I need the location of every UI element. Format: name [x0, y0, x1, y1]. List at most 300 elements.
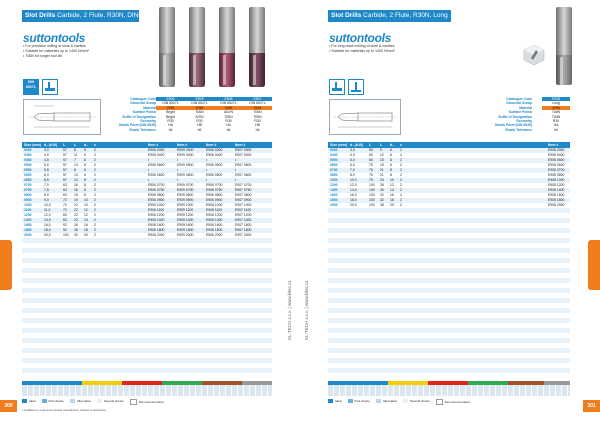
- table-cell: 4,5: [44, 158, 49, 162]
- table-cell: E906 1000: [148, 203, 165, 207]
- table-cell: E906 0750: [206, 188, 223, 192]
- table-cell: 0300: [330, 148, 338, 152]
- table-cell: 10,0: [44, 203, 51, 207]
- table-cell: 0750: [24, 188, 32, 192]
- table-cell: E907 0400: [235, 153, 252, 157]
- table-cell: E909 1800: [177, 228, 194, 232]
- left-feature-list: [23, 44, 89, 59]
- table-cell: 92: [63, 228, 67, 232]
- right-orange-tab: [588, 240, 600, 290]
- table-cell: 0500: [24, 163, 32, 167]
- table-cell: 14,0: [350, 188, 357, 192]
- table-cell: 4,0: [350, 153, 355, 157]
- table-cell: 2: [94, 168, 96, 172]
- right-side-text: KL-TECH s.r.o. | www.kltec.cz: [304, 280, 309, 340]
- table-cell: E907 0800: [235, 193, 252, 197]
- table-cell: 7,5: [44, 188, 49, 192]
- table-cell: E907 1200: [235, 213, 252, 217]
- table-cell: 8: [74, 168, 76, 172]
- table-cell: 6: [390, 158, 392, 162]
- table-cell: 10,0: [350, 178, 357, 182]
- tool-dimension-drawing: [329, 99, 401, 135]
- table-cell: 4,0: [44, 153, 49, 157]
- table-cell: 16: [390, 193, 394, 197]
- table-cell: 72: [63, 208, 67, 212]
- left-header: Slot Drills Carbide, 2 Flute, R30N, DIN6527L: [22, 10, 139, 22]
- table-cell: E906 0600: [148, 173, 165, 177]
- left-page-number: 300: [0, 400, 17, 412]
- table-cell: 57: [63, 163, 67, 167]
- table-cell: E909 1400: [177, 218, 194, 222]
- table-cell: •: [206, 178, 208, 182]
- table-cell: 2: [94, 203, 96, 207]
- table-cell: 0400: [24, 153, 32, 157]
- table-cell: E909 1600: [177, 223, 194, 227]
- right-table-header: Size (mm) d₁ (h10) l₁ l₂ d₂ z Item #: [328, 142, 570, 148]
- table-cell: E906 0500: [206, 163, 223, 167]
- table-cell: E906 1400: [148, 218, 165, 222]
- spec-labels: Catalogue Code Discontd Group Material Surface Finish Suffix in Designation Geometry Shank Form (DIN 6535) Shank Tolerance: [118, 97, 156, 132]
- tool-tip-closeup-image: [522, 44, 546, 66]
- table-cell: 2: [400, 148, 402, 152]
- table-cell: 1800: [24, 228, 32, 232]
- table-cell: 15: [380, 163, 384, 167]
- table-cell: 0500: [330, 158, 338, 162]
- table-cell: 6: [84, 173, 86, 177]
- table-cell: •: [235, 178, 237, 182]
- table-cell: E908 1400: [548, 188, 565, 192]
- table-cell: 0800: [24, 193, 32, 197]
- table-cell: 16: [74, 188, 78, 192]
- table-cell: 12: [380, 153, 384, 157]
- table-cell: 12: [390, 183, 394, 187]
- table-cell: 0400: [330, 153, 338, 157]
- table-cell: 38: [380, 203, 384, 207]
- table-cell: E906 1200: [148, 213, 165, 217]
- table-cell: E906 1400: [206, 218, 223, 222]
- table-cell: 0600: [24, 173, 32, 177]
- empty-row: [328, 373, 570, 378]
- table-cell: 0600: [330, 163, 338, 167]
- table-cell: E906 1600: [206, 223, 223, 227]
- table-cell: 2: [94, 208, 96, 212]
- table-cell: 14: [74, 178, 78, 182]
- left-material-chart: [22, 381, 272, 396]
- table-cell: 12: [84, 208, 88, 212]
- table-cell: E908 0800: [548, 173, 565, 177]
- table-cell: 57: [63, 173, 67, 177]
- table-cell: 16,0: [350, 193, 357, 197]
- table-cell: 2: [94, 178, 96, 182]
- table-cell: 0800: [330, 173, 338, 177]
- table-cell: 1200: [330, 183, 338, 187]
- table-cell: 1200: [24, 213, 32, 217]
- table-cell: 13: [74, 173, 78, 177]
- bullet: • Suitable for materials up to 1400 N/mm²: [329, 49, 395, 53]
- table-cell: 24: [380, 178, 384, 182]
- table-cell: 0700: [330, 168, 338, 172]
- table-cell: 18,0: [44, 228, 51, 232]
- table-cell: 14: [390, 188, 394, 192]
- table-cell: 32: [74, 233, 78, 237]
- table-cell: 2000: [24, 233, 32, 237]
- table-cell: E909 0900: [177, 198, 194, 202]
- table-cell: E908 1600: [548, 193, 565, 197]
- table-cell: E906 1100: [206, 208, 223, 212]
- table-cell: E906 0900: [206, 198, 223, 202]
- table-cell: 72: [63, 203, 67, 207]
- table-cell: E908 0400: [548, 153, 565, 157]
- right-page-number: 301: [583, 400, 600, 412]
- table-cell: E906 0800: [148, 193, 165, 197]
- table-cell: 0450: [24, 158, 32, 162]
- table-cell: E906 0400: [148, 153, 165, 157]
- table-cell: 2: [400, 188, 402, 192]
- table-cell: 15: [380, 158, 384, 162]
- table-cell: 2: [94, 163, 96, 167]
- left-legend: Ideal First choice Alternative Second choice Not recommended: [22, 399, 163, 405]
- table-cell: 2: [94, 188, 96, 192]
- tool-image-tisin: [249, 7, 265, 87]
- table-cell: E906 0400: [206, 153, 223, 157]
- bullet: • For long reach milling of slots & cavities: [329, 44, 395, 48]
- table-cell: 11,0: [44, 208, 51, 212]
- table-cell: 0700: [24, 183, 32, 187]
- tool-dimension-drawing: [23, 99, 101, 135]
- table-cell: 2: [94, 158, 96, 162]
- table-cell: 6,0: [350, 163, 355, 167]
- table-cell: 0650: [24, 178, 32, 182]
- table-cell: 2: [400, 193, 402, 197]
- table-cell: 63: [63, 193, 67, 197]
- table-cell: 100: [369, 183, 375, 187]
- table-cell: E907 1600: [235, 223, 252, 227]
- tool-image-bright: [159, 7, 175, 87]
- table-cell: 100: [369, 193, 375, 197]
- table-cell: 3,0: [350, 148, 355, 152]
- table-cell: 2: [400, 178, 402, 182]
- table-cell: 1100: [24, 208, 32, 212]
- table-cell: E907 0300: [235, 148, 252, 152]
- table-cell: 6: [84, 163, 86, 167]
- table-cell: 32: [380, 198, 384, 202]
- table-cell: 10: [84, 198, 88, 202]
- table-cell: 12,0: [44, 213, 51, 217]
- table-cell: E909 0400: [177, 153, 194, 157]
- tool-image-tialn: [189, 7, 205, 87]
- slot-milling-icon: [42, 79, 58, 95]
- right-material-chart: [328, 381, 570, 396]
- table-cell: •: [235, 168, 237, 172]
- table-cell: 50: [369, 148, 373, 152]
- table-cell: 6: [84, 153, 86, 157]
- table-cell: 21: [380, 168, 384, 172]
- table-cell: 6,5: [44, 178, 49, 182]
- table-cell: 92: [63, 223, 67, 227]
- table-cell: •: [206, 168, 208, 172]
- table-cell: E906 0600: [206, 173, 223, 177]
- table-cell: •: [177, 178, 179, 182]
- table-cell: 22: [74, 208, 78, 212]
- table-cell: E906 2000: [148, 233, 165, 237]
- table-cell: 2: [94, 148, 96, 152]
- table-cell: E906 0700: [148, 183, 165, 187]
- left-side-text: KL-TECH s.r.o. | www.kltec.cz: [287, 280, 292, 340]
- table-cell: 6: [84, 148, 86, 152]
- table-cell: 83: [63, 218, 67, 222]
- table-cell: 57: [63, 168, 67, 172]
- table-cell: •: [206, 158, 208, 162]
- table-cell: 7,0: [350, 168, 355, 172]
- table-cell: 20: [390, 203, 394, 207]
- table-cell: E908 1000: [548, 178, 565, 182]
- table-cell: E907 0900: [235, 198, 252, 202]
- table-cell: 0300: [24, 148, 32, 152]
- table-cell: 57: [63, 148, 67, 152]
- table-cell: 6: [84, 158, 86, 162]
- table-cell: 26: [74, 223, 78, 227]
- table-cell: 75: [369, 173, 373, 177]
- table-cell: 2: [94, 233, 96, 237]
- table-cell: •: [148, 178, 150, 182]
- table-cell: E908 1800: [548, 198, 565, 202]
- table-cell: 57: [63, 158, 67, 162]
- table-cell: 2: [94, 153, 96, 157]
- table-cell: 57: [63, 178, 67, 182]
- bullet: • TiAlN for longer tool life: [23, 54, 63, 58]
- table-cell: 1600: [24, 223, 32, 227]
- table-cell: 21: [380, 173, 384, 177]
- table-cell: E907 1000: [235, 203, 252, 207]
- right-table-body: [328, 148, 570, 380]
- table-cell: E907 0500: [235, 163, 252, 167]
- table-cell: 2: [94, 228, 96, 232]
- table-cell: 18,0: [350, 198, 357, 202]
- table-cell: 7,0: [44, 183, 49, 187]
- table-cell: E909 0700: [177, 183, 194, 187]
- table-cell: 5,0: [350, 158, 355, 162]
- table-cell: •: [148, 168, 150, 172]
- table-cell: E906 0300: [206, 148, 223, 152]
- left-spec-block: [100, 97, 272, 137]
- table-cell: E906 0900: [148, 198, 165, 202]
- table-cell: E906 1100: [148, 208, 165, 212]
- table-cell: 22: [74, 203, 78, 207]
- table-cell: 6,0: [44, 173, 49, 177]
- table-cell: 22: [74, 213, 78, 217]
- spec-values: E906 DIN 6527L VHM Bright Bright R30 HA h6 E909 DIN 6527L VHM TiAlN AlTiN R30 HB h6 E906 DIN 6527L VHM AlCrN TiSiN R30 HA h6 E907 DIN 6527L VHM TiSiN TiSiN R30 HB h6: [162, 97, 266, 132]
- table-cell: E907 1800: [235, 228, 252, 232]
- table-cell: E907 2000: [235, 233, 252, 237]
- left-orange-tab: [0, 240, 12, 290]
- right-page: [300, 0, 600, 424]
- table-cell: E909 2000: [177, 233, 194, 237]
- table-cell: 1000: [330, 178, 338, 182]
- left-icon-row: [23, 79, 63, 95]
- table-cell: 6: [84, 168, 86, 172]
- table-cell: E908 2000: [548, 203, 565, 207]
- table-cell: 8: [84, 193, 86, 197]
- table-cell: E907 0700: [235, 183, 252, 187]
- table-cell: 6: [390, 153, 392, 157]
- left-brand-logo: suttontools: [23, 31, 86, 45]
- table-cell: 1600: [330, 193, 338, 197]
- table-cell: E907 0600: [235, 173, 252, 177]
- table-cell: 1400: [330, 188, 338, 192]
- table-cell: 19: [74, 193, 78, 197]
- bullet: • For precision milling of slots & cavities: [23, 44, 86, 48]
- table-cell: 1800: [330, 198, 338, 202]
- table-cell: 5,5: [44, 168, 49, 172]
- table-cell: 2: [94, 198, 96, 202]
- table-cell: E909 1100: [177, 208, 194, 212]
- table-cell: 13: [74, 163, 78, 167]
- table-cell: E906 1000: [206, 203, 223, 207]
- table-cell: 32: [380, 193, 384, 197]
- right-header: Slot Drills Carbide, 2 Flute, R30N, Long: [328, 10, 451, 22]
- table-cell: E909 1200: [177, 213, 194, 217]
- table-cell: 16,0: [44, 223, 51, 227]
- table-cell: 14: [84, 218, 88, 222]
- tool-image-alcrn: [219, 7, 235, 87]
- table-cell: 2: [94, 218, 96, 222]
- table-cell: 9: [380, 148, 382, 152]
- left-table-body: [22, 148, 272, 380]
- table-cell: E909 0600: [177, 173, 194, 177]
- table-cell: E909 1000: [177, 203, 194, 207]
- bullet: • Suitable for materials up to 1400 N/mm²: [23, 49, 89, 53]
- spec-values: E908 Long VHM TiAlN TiAlN R30 HA h6: [551, 97, 561, 132]
- table-cell: 30: [380, 188, 384, 192]
- right-brand-logo: suttontools: [329, 31, 392, 45]
- table-cell: 10: [84, 203, 88, 207]
- table-cell: 8: [390, 168, 392, 172]
- table-cell: 3,0: [44, 148, 49, 152]
- table-cell: E907 1400: [235, 218, 252, 222]
- table-cell: 72: [63, 198, 67, 202]
- table-cell: 26: [380, 183, 384, 187]
- long-reach-icon: [348, 79, 364, 95]
- table-cell: 8: [84, 178, 86, 182]
- table-cell: 20,0: [44, 233, 51, 237]
- table-cell: 0550: [24, 168, 32, 172]
- table-cell: 8: [84, 183, 86, 187]
- table-cell: 2: [400, 163, 402, 167]
- table-cell: 2: [400, 203, 402, 207]
- table-cell: •: [177, 168, 179, 172]
- table-cell: 2: [94, 173, 96, 177]
- table-cell: E906 0300: [148, 148, 165, 152]
- table-cell: 2: [400, 153, 402, 157]
- table-cell: 104: [63, 233, 69, 237]
- table-cell: E906 0750: [148, 188, 165, 192]
- table-cell: 2: [94, 213, 96, 217]
- table-cell: 2: [94, 223, 96, 227]
- left-table-header: Size (mm) d₁ (h10) l₁ l₂ d₂ z Item # Item # Item # Item #: [22, 142, 272, 148]
- table-cell: E908 0700: [548, 168, 565, 172]
- table-cell: 2: [400, 158, 402, 162]
- table-cell: 16: [74, 183, 78, 187]
- table-cell: 2: [400, 198, 402, 202]
- empty-row: [22, 373, 272, 378]
- right-legend: Ideal First choice Alternative Second choice Not recommended: [328, 399, 469, 405]
- table-cell: 20: [84, 233, 88, 237]
- table-cell: 19: [74, 198, 78, 202]
- left-footnote: • Available on request as special manufacture. Subject to lead times.: [22, 408, 107, 412]
- table-cell: E907 0750: [235, 188, 252, 192]
- table-cell: •: [177, 158, 179, 162]
- din-standard-icon: DIN 6527L: [23, 79, 39, 95]
- table-cell: E906 1600: [148, 223, 165, 227]
- table-cell: 100: [369, 188, 375, 192]
- table-cell: •: [148, 158, 150, 162]
- table-cell: 26: [74, 228, 78, 232]
- table-cell: 57: [63, 153, 67, 157]
- right-spec-block: [470, 97, 570, 137]
- table-cell: 1000: [24, 203, 32, 207]
- table-cell: •: [235, 158, 237, 162]
- table-cell: E908 0500: [548, 158, 565, 162]
- table-cell: 1400: [24, 218, 32, 222]
- table-cell: 6: [390, 148, 392, 152]
- tool-image-long: [556, 7, 572, 85]
- table-cell: E909 0300: [177, 148, 194, 152]
- table-cell: E906 1200: [206, 213, 223, 217]
- table-cell: 100: [369, 198, 375, 202]
- table-cell: 8,0: [44, 193, 49, 197]
- table-cell: 7: [74, 158, 76, 162]
- table-cell: 5,0: [44, 163, 49, 167]
- table-cell: 63: [63, 188, 67, 192]
- table-cell: 50: [369, 153, 373, 157]
- table-cell: 63: [63, 183, 67, 187]
- table-cell: 2: [400, 183, 402, 187]
- table-cell: 8: [390, 173, 392, 177]
- table-cell: E906 0500: [148, 163, 165, 167]
- right-feature-list: [329, 44, 395, 54]
- table-cell: E908 0600: [548, 163, 565, 167]
- table-cell: 75: [369, 168, 373, 172]
- table-cell: 12: [84, 213, 88, 217]
- table-cell: 0900: [24, 198, 32, 202]
- table-cell: 2: [400, 173, 402, 177]
- table-cell: 20,0: [350, 203, 357, 207]
- right-icon-row: [329, 79, 369, 95]
- table-cell: 18: [84, 228, 88, 232]
- table-cell: E907 1100: [235, 208, 252, 212]
- spec-labels: Catalogue Code Discontd Group Material Surface Finish Suffix in Designation Geometry Shank Form (DIN 6535) Shank Tolerance: [494, 97, 532, 132]
- table-cell: 9,0: [44, 198, 49, 202]
- table-cell: 2: [400, 168, 402, 172]
- table-cell: 8: [84, 188, 86, 192]
- table-cell: E906 0700: [206, 183, 223, 187]
- table-cell: E906 2000: [206, 233, 223, 237]
- table-cell: 100: [369, 203, 375, 207]
- table-cell: 22: [74, 218, 78, 222]
- table-cell: E908 0300: [548, 148, 565, 152]
- table-cell: 8,0: [350, 173, 355, 177]
- table-cell: E906 1800: [148, 228, 165, 232]
- table-cell: 2000: [330, 203, 338, 207]
- table-cell: E909 0750: [177, 188, 194, 192]
- table-cell: E908 1200: [548, 183, 565, 187]
- table-cell: 75: [369, 163, 373, 167]
- table-cell: 60: [369, 158, 373, 162]
- table-cell: 8: [74, 148, 76, 152]
- table-cell: E906 0800: [206, 193, 223, 197]
- table-cell: 6: [390, 163, 392, 167]
- table-cell: 16: [84, 223, 88, 227]
